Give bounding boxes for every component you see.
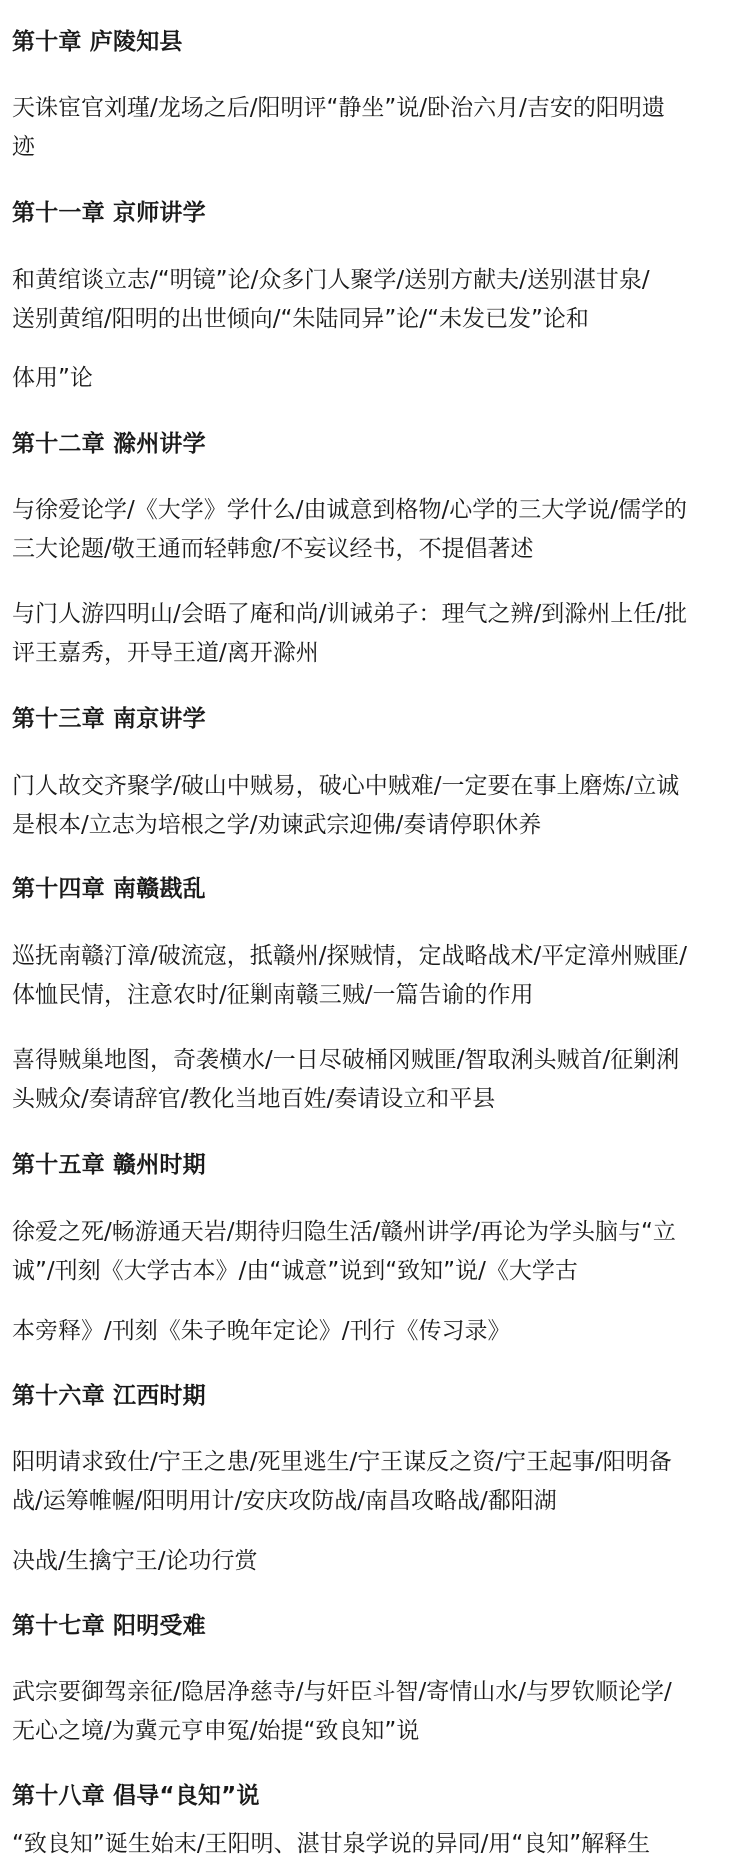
text-line: 和黄绾谈立志/“明镜”论/众多门人聚学/送别方献夫/送别湛甘泉/ xyxy=(12,267,650,293)
chapter-heading xyxy=(12,1777,740,1816)
text-line: 送别黄绾/阳明的出世倾向/“朱陆同异”论/“未发已发”论和 xyxy=(12,306,589,332)
chapter-heading xyxy=(12,1377,740,1416)
text-line: 第十四章 南赣戡乱 xyxy=(12,876,206,902)
chapter-summary-paragraph xyxy=(12,1213,740,1291)
text-line: 阳明请求致仕/宁王之患/死里逃生/宁王谋反之资/宁王起事/阳明备 xyxy=(12,1449,672,1475)
text-line: 体用”论 xyxy=(12,365,93,391)
text-line: 与徐爱论学/《大学》学什么/由诚意到格物/心学的三大学说/儒学的 xyxy=(12,497,687,523)
text-line: 第十三章 南京讲学 xyxy=(12,706,206,732)
text-line: 第十章 庐陵知县 xyxy=(12,29,183,55)
text-line: 徐爱之死/畅游通天岩/期待归隐生活/赣州讲学/再论为学头脑与“立 xyxy=(12,1219,676,1245)
text-line: 第十七章 阳明受难 xyxy=(12,1613,206,1639)
text-line: 武宗要御驾亲征/隐居净慈寺/与奸臣斗智/寄情山水/与罗钦顺论学/ xyxy=(12,1679,672,1705)
text-line: 是根本/立志为培根之学/劝谏武宗迎佛/奏请停职休养 xyxy=(12,812,542,838)
chapter-summary-paragraph xyxy=(12,1825,740,1864)
text-line: 三大论题/敬王通而轻韩愈/不妄议经书，不提倡著述 xyxy=(12,536,534,562)
text-line: 决战/生擒宁王/论功行赏 xyxy=(12,1548,258,1574)
text-line: 本旁释》/刊刻《朱子晚年定论》/刊行《传习录》 xyxy=(12,1318,511,1344)
chapter-summary-paragraph xyxy=(12,1673,740,1751)
text-line: 体恤民情，注意农时/征剿南赣三贼/一篇告谕的作用 xyxy=(12,982,534,1008)
text-line: 第十五章 赣州时期 xyxy=(12,1152,206,1178)
text-line: 门人故交齐聚学/破山中贼易，破心中贼难/一定要在事上磨炼/立诚 xyxy=(12,773,680,799)
chapter-heading xyxy=(12,425,740,464)
text-line: 诚”/刊刻《大学古本》/由“诚意”说到“致知”说/《大学古 xyxy=(12,1258,578,1284)
text-line: 第十八章 倡导“良知”说 xyxy=(12,1783,260,1809)
chapter-summary-paragraph xyxy=(12,595,740,673)
text-line: 头贼众/奏请辞官/教化当地百姓/奏请设立和平县 xyxy=(12,1086,496,1112)
chapter-heading xyxy=(12,870,740,909)
chapter-summary-paragraph xyxy=(12,359,740,398)
chapter-heading xyxy=(12,23,740,62)
text-line: 战/运筹帷幄/阳明用计/安庆攻防战/南昌攻略战/鄱阳湖 xyxy=(12,1488,557,1514)
text-line: 无心之境/为冀元亨申冤/始提“致良知”说 xyxy=(12,1718,420,1744)
chapter-heading xyxy=(12,1607,740,1646)
text-line: 第十六章 江西时期 xyxy=(12,1383,206,1409)
chapter-summary-paragraph xyxy=(12,89,740,167)
chapter-summary-paragraph xyxy=(12,491,740,569)
chapter-summary-paragraph xyxy=(12,937,740,1015)
text-line: 第十二章 滁州讲学 xyxy=(12,431,206,457)
text-line: 巡抚南赣汀漳/破流寇，抵赣州/探贼情，定战略战术/平定漳州贼匪/ xyxy=(12,943,687,969)
text-line: 第十一章 京师讲学 xyxy=(12,200,206,226)
chapter-summary-paragraph xyxy=(12,1443,740,1521)
text-line: “致良知”诞生始末/王阳明、湛甘泉学说的异同/用“良知”解释生 xyxy=(12,1831,651,1857)
chapter-summary-paragraph xyxy=(12,1041,740,1119)
chapter-summary-paragraph xyxy=(12,1542,740,1581)
text-line: 迹 xyxy=(12,134,35,160)
chapter-summary-paragraph xyxy=(12,261,740,339)
text-line: 天诛宦官刘瑾/龙场之后/阳明评“静坐”说/卧治六月/吉安的阳明遗 xyxy=(12,95,665,121)
chapter-heading xyxy=(12,700,740,739)
text-line: 与门人游四明山/会晤了庵和尚/训诫弟子：理气之辨/到滁州上任/批 xyxy=(12,601,687,627)
text-line: 评王嘉秀，开导王道/离开滁州 xyxy=(12,640,319,666)
chapter-summary-paragraph xyxy=(12,1312,740,1351)
text-line: 喜得贼巢地图，奇袭横水/一日尽破桶冈贼匪/智取浰头贼首/征剿浰 xyxy=(12,1047,680,1073)
chapter-heading xyxy=(12,1146,740,1185)
chapter-heading xyxy=(12,194,740,233)
chapter-summary-paragraph xyxy=(12,767,740,845)
